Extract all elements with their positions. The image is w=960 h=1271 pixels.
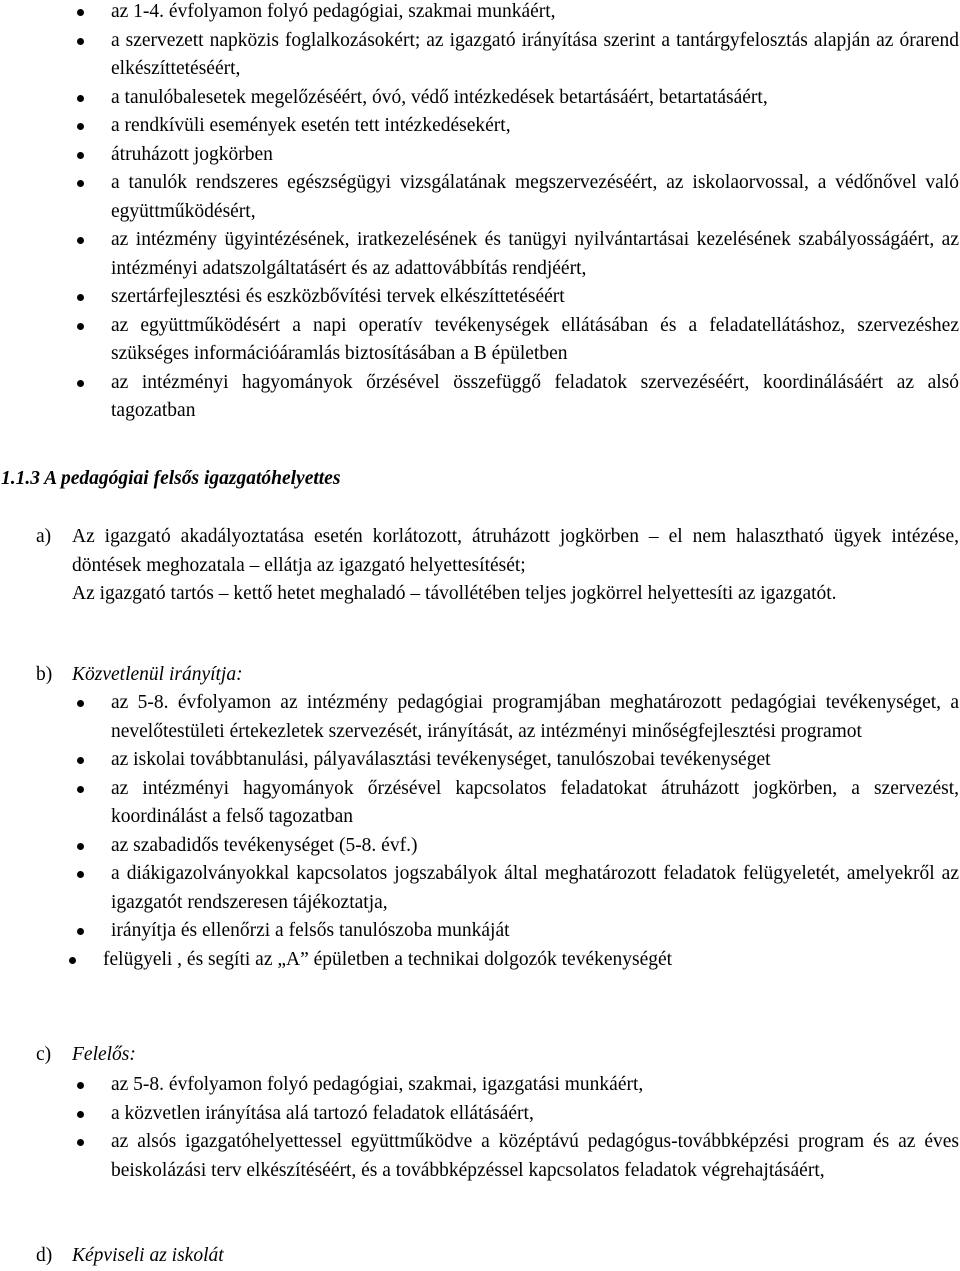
list-item: a szervezett napközis foglalkozásokért; az igazgató irányítása szerint a tantárgyfelosztás alapján az órarend elkészíttetéséért, [111,27,959,84]
list-item: szertárfejlesztési és eszközbővítési tervek elkészíttetéséért [111,283,959,312]
section-a-label: a) [36,526,52,547]
section-c-heading [36,1041,136,1070]
section-b-label: b) [36,664,53,685]
section-a-text1: Az igazgató akadályoztatása esetén korlátozott, átruházott jogkörben – el nem halasztható ügyek intézése, döntések meghozatala – ellátja az igazgató helyettesítését; [72,526,959,576]
list-item: irányítja és ellenőrzi a felsős tanulószoba munkáját [111,917,959,946]
list-item: átruházott jogkörben [111,141,959,170]
list-item: felügyeli , és segíti az „A” épületben a technikai dolgozók tevékenységét [103,946,959,975]
section-heading: 1.1.3 A pedagógiai felsős igazgatóhelyettes [1,468,341,489]
list-item: az intézményi hagyományok őrzésével összefüggő feladatok szervezéséért, koordinálásáért az alsó tagozatban [111,369,959,426]
list-item: az együttműködésért a napi operatív tevékenységek ellátásában és a feladatellátáshoz, szervezéshez szükséges információáramlás biztosításában a B épületben [111,312,959,369]
section-c-title: Felelős: [72,1044,136,1065]
responsibilities-list-top [111,0,959,426]
list-item: az szabadidős tevékenységet (5-8. évf.) [111,832,959,861]
section-a-paragraph [36,523,959,609]
section-c-list [111,1071,959,1185]
list-item: a közvetlen irányítása alá tartozó feladatok ellátásáért, [111,1100,959,1129]
section-a-text2: Az igazgató tartós – kettő hetet meghaladó – távollétében teljes jogkörrel helyettesíti az igazgatót. [72,583,837,604]
list-item: a tanulóbalesetek megelőzéséért, óvó, védő intézkedések betartásáért, betartatásáért, [111,84,959,113]
section-c-label: c) [36,1044,52,1065]
list-item: az iskolai továbbtanulási, pályaválasztási tevékenységet, tanulószobai tevékenységet [111,746,959,775]
list-item: a diákigazolványokkal kapcsolatos jogszabályok által meghatározott feladatok felügyeletét, amelyekről az igazgatót rendszeresen tájékoztatja, [111,860,959,917]
section-d-heading [36,1242,224,1271]
list-item: az 1-4. évfolyamon folyó pedagógiai, szakmai munkáért, [111,0,959,27]
list-item: a rendkívüli események esetén tett intézkedésekért, [111,112,959,141]
section-b-list [103,689,959,974]
section-b-heading [36,661,243,690]
list-item: az 5-8. évfolyamon folyó pedagógiai, szakmai, igazgatási munkáért, [111,1071,959,1100]
section-d-label: d) [36,1245,53,1266]
list-item: az 5-8. évfolyamon az intézmény pedagógiai programjában meghatározott pedagógiai tevékenységet, a nevelőtestületi értekezletek szervezését, irányítását, az intézményi minőségfejlesztési programot [111,689,959,746]
list-item: az intézmény ügyintézésének, iratkezelésének és tanügyi nyilvántartásai kezelésének szabályosságáért, az intézményi adatszolgáltatásért és az adattovábbítás rendjéért, [111,226,959,283]
list-item: az intézményi hagyományok őrzésével kapcsolatos feladatokat átruházott jogkörben, a szervezést, koordinálást a felső tagozatban [111,775,959,832]
list-item: a tanulók rendszeres egészségügyi vizsgálatának megszervezéséért, az iskolaorvossal, a védőnővel való együttműködésért, [111,169,959,226]
section-b-title: Közvetlenül irányítja: [72,664,243,685]
list-item: az alsós igazgatóhelyettessel együttműködve a középtávú pedagógus-továbbképzési program és az éves beiskolázási terv elkészítéséért, és a továbbképzéssel kapcsolatos feladatok végrehajtásáért, [111,1128,959,1185]
section-d-title: Képviseli az iskolát [72,1245,224,1266]
